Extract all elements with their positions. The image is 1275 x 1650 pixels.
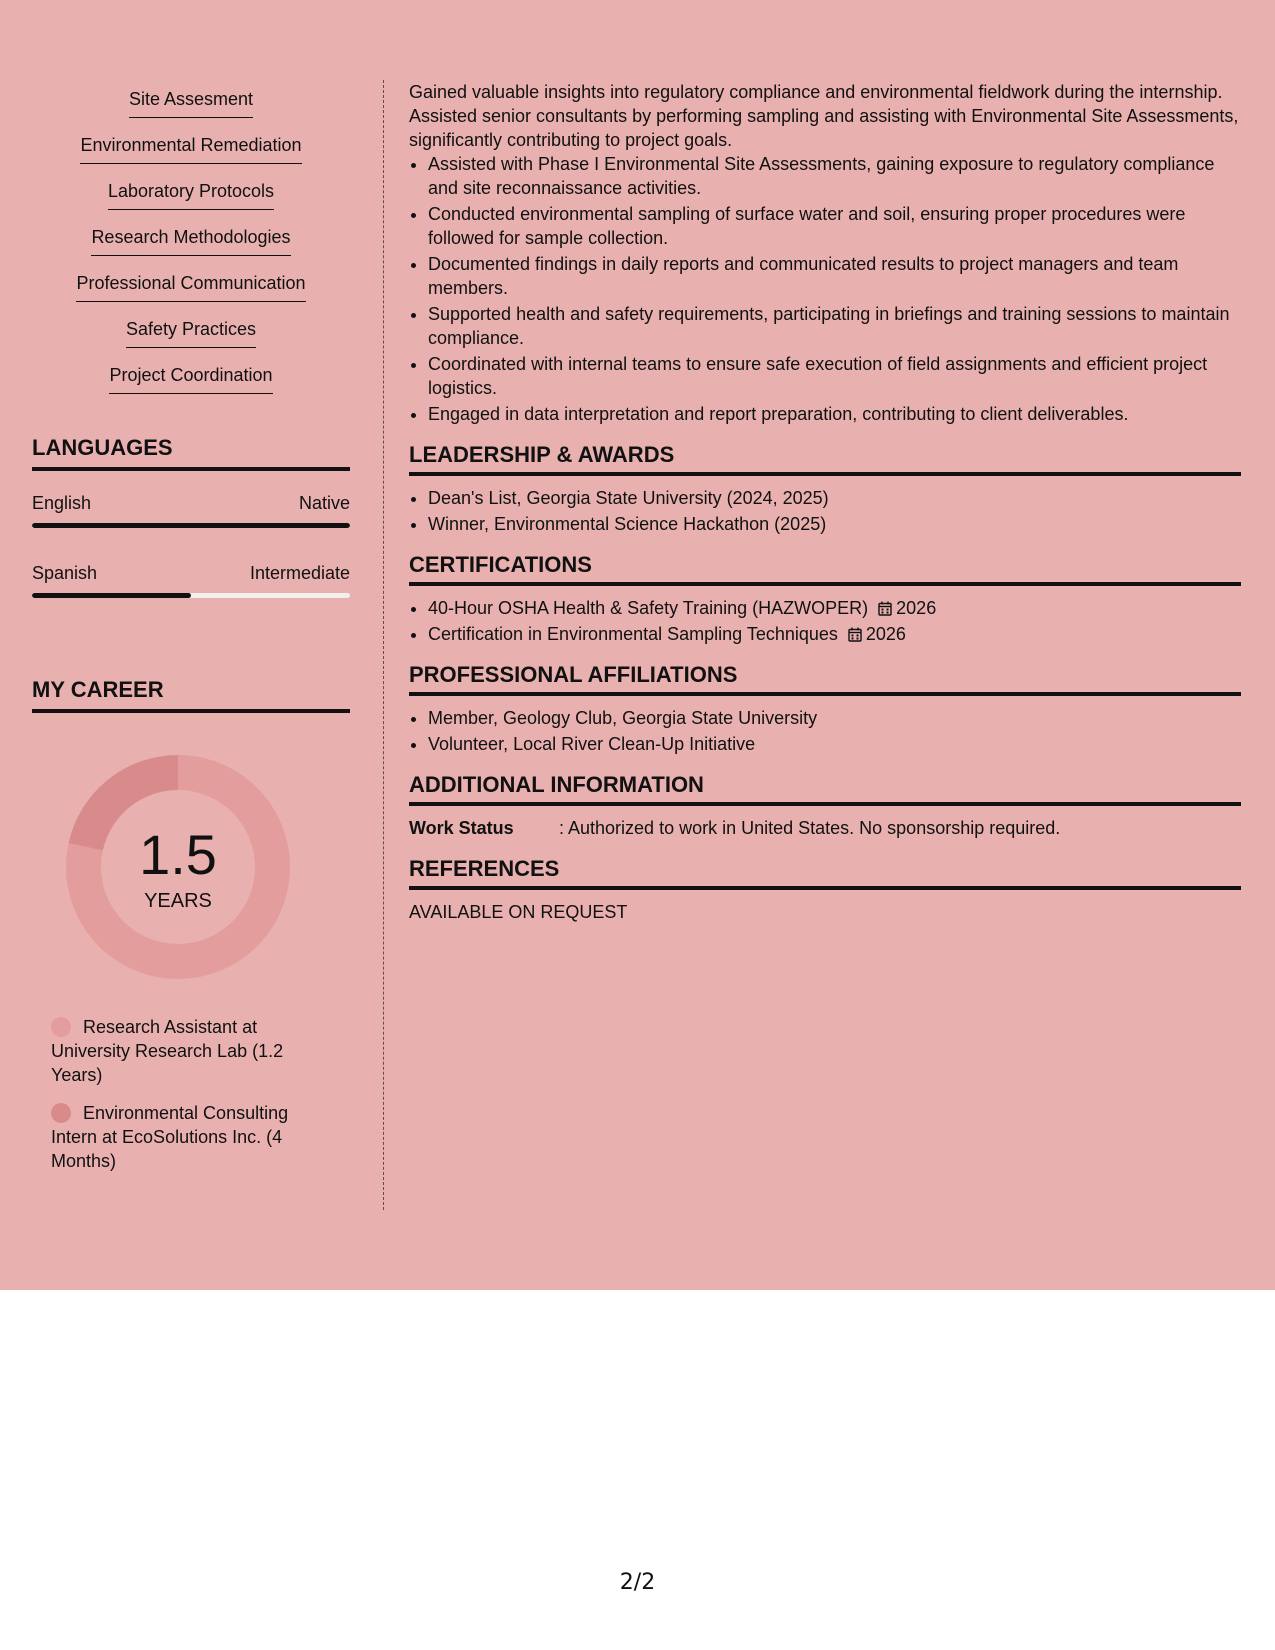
- language-name: English: [32, 493, 92, 513]
- page-number: 2/2: [619, 1570, 656, 1595]
- affiliations-list: [409, 706, 1241, 756]
- skill-item: Safety Practices: [126, 317, 256, 348]
- certification-item: [428, 622, 1241, 646]
- career-donut: [66, 755, 290, 979]
- certification-name: 40-Hour OSHA Health & Safety Training (HAZWOPER): [428, 598, 869, 618]
- languages-heading: LANGUAGES: [32, 435, 350, 471]
- calendar-icon: [878, 601, 892, 616]
- experience-bullet: • Documented findings in daily reports and communicated results to project managers and team members.: [428, 252, 1241, 300]
- leadership-item: • Winner, Environmental Science Hackathon (2025): [428, 512, 1241, 536]
- column-divider: [383, 80, 384, 1210]
- career-total: 1.5: [139, 823, 217, 886]
- experience-bullet: • Coordinated with internal teams to ensure safe execution of field assignments and efficient project logistics.: [428, 352, 1241, 400]
- experience-summary: Gained valuable insights into regulatory compliance and environmental fieldwork during the internship. Assisted senior consultants by performing sampling and assisting with Environmental Site Assessments, significantly contributing to project goals.: [409, 82, 1239, 150]
- experience-bullets: [409, 152, 1241, 426]
- certification-year: 2026: [865, 624, 906, 644]
- experience-bullet: • Assisted with Phase I Environmental Site Assessments, gaining exposure to regulatory compliance and site reconnaissance activities.: [428, 152, 1241, 200]
- language-bar: [32, 593, 350, 598]
- right-column: [409, 80, 1241, 924]
- certifications-list: [409, 596, 1241, 646]
- career-unit: YEARS: [144, 890, 212, 912]
- language-row: [32, 562, 350, 584]
- career-legend-label: Research Assistant at University Research Lab (1.2 Years): [51, 1017, 284, 1085]
- language-name: Spanish: [32, 563, 98, 583]
- experience-bullet: • Conducted environmental sampling of surface water and soil, ensuring proper procedures were followed for sample collection.: [428, 202, 1241, 250]
- references-text: AVAILABLE ON REQUEST: [409, 902, 628, 922]
- work-status-label: Work Status: [409, 818, 514, 838]
- skill-item: Laboratory Protocols: [108, 179, 274, 210]
- additional-info-heading: ADDITIONAL INFORMATION: [409, 772, 1241, 806]
- career-legend-label: Environmental Consulting Intern at EcoSolutions Inc. (4 Months): [51, 1103, 289, 1171]
- affiliations-heading: PROFESSIONAL AFFILIATIONS: [409, 662, 1241, 696]
- certification-name: Certification in Environmental Sampling Techniques: [428, 624, 838, 644]
- legend-dot: [51, 1017, 71, 1037]
- language-bar: [32, 523, 350, 528]
- leadership-item: • Dean's List, Georgia State University (2024, 2025): [428, 486, 1241, 510]
- work-status: [409, 816, 1241, 840]
- career-heading: MY CAREER: [32, 677, 350, 713]
- experience-bullet: • Supported health and safety requirements, participating in briefings and training sessions to maintain compliance.: [428, 302, 1241, 350]
- affiliation-item: • Volunteer, Local River Clean-Up Initiative: [428, 732, 1241, 756]
- experience-bullet: • Engaged in data interpretation and report preparation, contributing to client deliverables.: [428, 402, 1241, 426]
- leadership-list: [409, 486, 1241, 536]
- affiliation-item: • Member, Geology Club, Georgia State University: [428, 706, 1241, 730]
- certification-item: [428, 596, 1241, 620]
- legend-dot: [51, 1103, 71, 1123]
- language-row: [32, 492, 350, 514]
- references-heading: REFERENCES: [409, 856, 1241, 890]
- skills-list: [32, 87, 350, 409]
- work-status-value: : Authorized to work in United States. No sponsorship required.: [559, 818, 1061, 838]
- language-bar-fill: [32, 523, 350, 528]
- skill-item: Site Assesment: [129, 87, 253, 118]
- career-legend-item: [51, 1015, 321, 1087]
- leadership-heading: LEADERSHIP & AWARDS: [409, 442, 1241, 476]
- language-level: Intermediate: [249, 563, 350, 583]
- skill-item: Research Methodologies: [91, 225, 290, 256]
- calendar-icon: [848, 627, 862, 642]
- career-legend-item: [51, 1101, 321, 1173]
- certifications-heading: CERTIFICATIONS: [409, 552, 1241, 586]
- skill-item: Project Coordination: [109, 363, 272, 394]
- skill-item: Professional Communication: [76, 271, 305, 302]
- skill-item: Environmental Remediation: [80, 133, 301, 164]
- language-bar-fill: [32, 593, 191, 598]
- language-level: Native: [298, 493, 350, 513]
- certification-year: 2026: [896, 598, 937, 618]
